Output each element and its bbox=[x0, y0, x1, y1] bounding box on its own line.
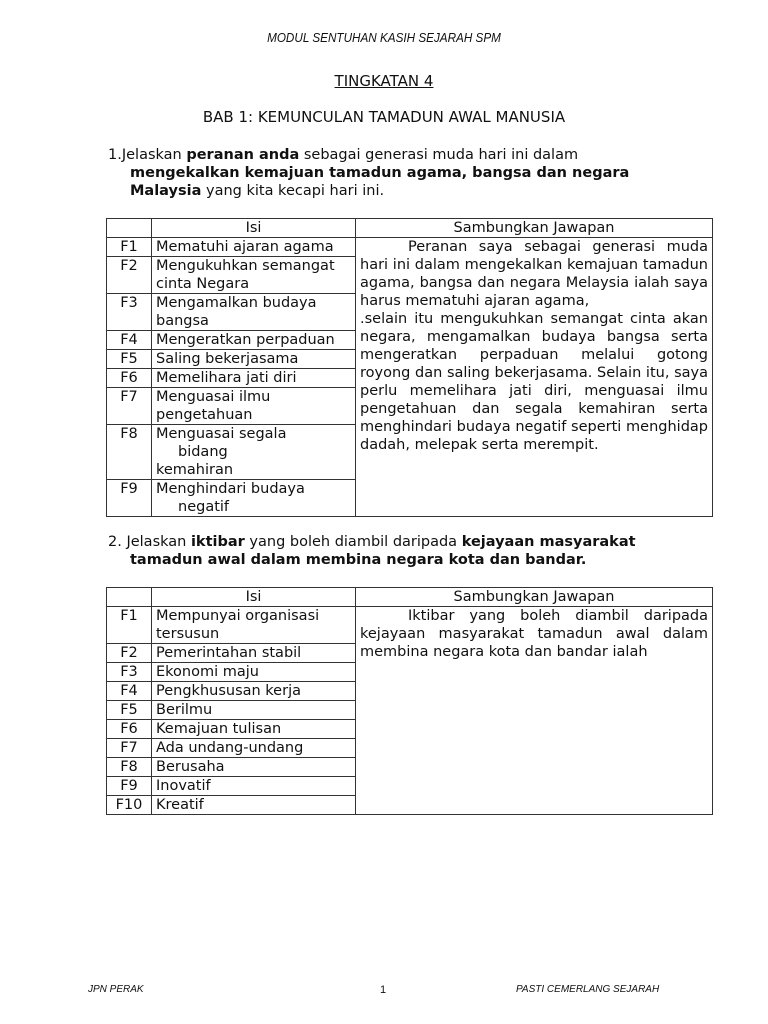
row-isi: Mengukuhkan semangat cinta Negara bbox=[152, 257, 356, 294]
question-2-number: 2. bbox=[108, 534, 122, 550]
answer-table-1 bbox=[106, 218, 713, 517]
row-code: F2 bbox=[107, 257, 152, 294]
row-isi: Pemerintahan stabil bbox=[152, 644, 356, 663]
row-isi: Ada undang-undang bbox=[152, 739, 356, 758]
row-code: F2 bbox=[107, 644, 152, 663]
q2-text-1: Jelaskan bbox=[121, 534, 191, 550]
q1-text-3: yang kita kecapi hari ini. bbox=[201, 183, 385, 199]
q2-text-2: yang boleh diambil daripada bbox=[244, 534, 462, 550]
answer-paragraph-2: .selain itu mengukuhkan semangat cinta akan negara, mengamalkan budaya bangsa serta mengeratkan perpaduan melalui gotong royong dan saling bekerjasama. Selain itu, saya perlu memelihara jati diri, menguasai ilmu pengetahuan dan segala kemahiran serta menghindari budaya negatif seperti menghidap dadah, melepak serta merempit. bbox=[360, 311, 708, 453]
row-isi-line: kemahiran bbox=[156, 462, 234, 478]
row-isi: Kemajuan tulisan bbox=[152, 720, 356, 739]
running-header: MODUL SENTUHAN KASIH SEJARAH SPM bbox=[267, 30, 501, 45]
question-1-line-3 bbox=[108, 182, 680, 200]
header-isi: Isi bbox=[152, 219, 356, 238]
page-number: 1 bbox=[380, 984, 387, 996]
row-code: F8 bbox=[107, 425, 152, 480]
row-code: F10 bbox=[107, 796, 152, 815]
row-code: F5 bbox=[107, 701, 152, 720]
answer-cell[interactable] bbox=[356, 607, 713, 815]
table-row bbox=[107, 238, 713, 257]
row-code: F9 bbox=[107, 480, 152, 517]
row-code: F6 bbox=[107, 720, 152, 739]
q1-bold-3: Malaysia bbox=[130, 183, 202, 199]
q1-bold-1: peranan anda bbox=[186, 147, 300, 163]
row-isi: Ekonomi maju bbox=[152, 663, 356, 682]
question-1 bbox=[108, 146, 680, 200]
chapter-title: BAB 1: KEMUNCULAN TAMADUN AWAL MANUSIA bbox=[202, 108, 566, 126]
row-isi-line: negatif bbox=[178, 499, 230, 515]
table-header-row bbox=[107, 219, 713, 238]
row-code: F8 bbox=[107, 758, 152, 777]
row-isi: Mematuhi ajaran agama bbox=[152, 238, 356, 257]
row-code: F3 bbox=[107, 663, 152, 682]
row-code: F1 bbox=[107, 607, 152, 644]
header-code bbox=[107, 219, 152, 238]
q1-text-2: sebagai generasi muda hari ini dalam bbox=[299, 147, 579, 163]
row-isi: Berusaha bbox=[152, 758, 356, 777]
q2-bold-1: iktibar bbox=[190, 534, 245, 550]
row-isi: Inovatif bbox=[152, 777, 356, 796]
row-code: F9 bbox=[107, 777, 152, 796]
row-isi-line: bidang bbox=[178, 444, 228, 460]
row-code: F7 bbox=[107, 739, 152, 758]
table-row bbox=[107, 607, 713, 644]
header-code bbox=[107, 588, 152, 607]
answer-paragraph-1: Peranan saya sebagai generasi muda hari ini dalam mengekalkan kemajuan tamadun agama, bangsa dan negara Melaysia ialah saya harus mematuhi ajaran agama, bbox=[360, 239, 708, 309]
row-code: F4 bbox=[107, 682, 152, 701]
question-1-line-2 bbox=[108, 164, 680, 182]
row-isi-line: Menguasai segala bbox=[156, 426, 287, 442]
row-isi bbox=[152, 480, 356, 517]
table-header-row bbox=[107, 588, 713, 607]
row-isi: Berilmu bbox=[152, 701, 356, 720]
row-isi: Menguasai ilmu pengetahuan bbox=[152, 388, 356, 425]
header-jawapan: Sambungkan Jawapan bbox=[356, 219, 713, 238]
footer-right: PASTI CEMERLANG SEJARAH bbox=[516, 984, 660, 995]
row-isi: Kreatif bbox=[152, 796, 356, 815]
footer-left: JPN PERAK bbox=[88, 984, 144, 995]
row-isi: Pengkhususan kerja bbox=[152, 682, 356, 701]
q2-bold-3: tamadun awal dalam membina negara kota dan bandar. bbox=[130, 552, 587, 568]
answer-cell[interactable] bbox=[356, 238, 713, 517]
question-2 bbox=[108, 533, 680, 569]
row-isi: Mengamalkan budaya bangsa bbox=[152, 294, 356, 331]
question-1-line-1 bbox=[108, 146, 680, 164]
answer-paragraph-1: Iktibar yang boleh diambil daripada kejayaan masyarakat tamadun awal dalam membina negara kota dan bandar ialah bbox=[360, 608, 708, 660]
row-code: F5 bbox=[107, 350, 152, 369]
row-isi bbox=[152, 425, 356, 480]
header-jawapan: Sambungkan Jawapan bbox=[356, 588, 713, 607]
row-isi: Saling bekerjasama bbox=[152, 350, 356, 369]
row-isi: Memelihara jati diri bbox=[152, 369, 356, 388]
row-isi-line: Menghindari budaya bbox=[156, 481, 305, 497]
q1-bold-2: mengekalkan kemajuan tamadun agama, bangsa dan negara bbox=[130, 165, 630, 181]
row-code: F3 bbox=[107, 294, 152, 331]
answer-table-2 bbox=[106, 587, 713, 815]
header-isi: Isi bbox=[152, 588, 356, 607]
question-2-line-2 bbox=[108, 551, 680, 569]
row-code: F4 bbox=[107, 331, 152, 350]
row-code: F7 bbox=[107, 388, 152, 425]
row-code: F1 bbox=[107, 238, 152, 257]
question-1-number: 1. bbox=[108, 147, 122, 163]
row-code: F6 bbox=[107, 369, 152, 388]
row-isi: Mengeratkan perpaduan bbox=[152, 331, 356, 350]
question-2-line-1 bbox=[108, 533, 680, 551]
q1-text-1: Jelaskan bbox=[121, 147, 187, 163]
q2-bold-2: kejayaan masyarakat bbox=[461, 534, 636, 550]
row-isi: Mempunyai organisasi tersusun bbox=[152, 607, 356, 644]
form-level-title: TINGKATAN 4 bbox=[334, 72, 434, 90]
